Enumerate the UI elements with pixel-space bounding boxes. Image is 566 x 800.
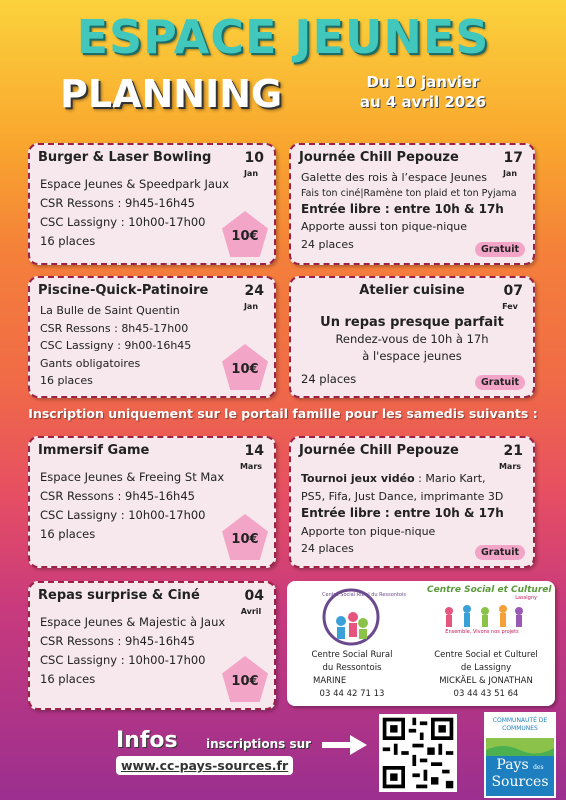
org-contact: MICKÄEL & JONATHAN xyxy=(439,676,533,686)
cc-top-label: COMMUNAUTÉ DE COMMUNES xyxy=(486,714,554,738)
contacts-panel xyxy=(287,581,555,706)
activity-day: 10 xyxy=(244,150,264,166)
csc-logo-text: Centre Social et Culturel xyxy=(427,585,552,595)
org-name: de Lassigny xyxy=(460,663,512,673)
activity-title: Burger & Laser Bowling xyxy=(38,150,212,165)
activity-line: Un repas presque parfait xyxy=(320,315,504,330)
org-name: du Ressontois xyxy=(322,663,382,673)
activity-line: 24 places xyxy=(301,237,354,251)
activity-month: Mars xyxy=(239,462,263,471)
activity-month: Jan xyxy=(243,169,259,178)
price-text: 10€ xyxy=(231,532,259,547)
price-badge: Gratuit xyxy=(475,545,525,560)
activity-line: 24 places xyxy=(301,372,357,386)
activity-title: Repas surprise & Ciné xyxy=(38,588,200,603)
price-badge: Gratuit xyxy=(475,242,525,257)
arrow-right-icon xyxy=(322,734,368,756)
org-ressontois xyxy=(287,649,417,701)
price-text: 10€ xyxy=(231,229,259,244)
activity-title: Piscine-Quick-Patinoire xyxy=(38,283,209,298)
org-name: Centre Social Rural xyxy=(311,650,393,660)
cc-des: des xyxy=(533,764,544,771)
activity-title: Immersif Game xyxy=(38,443,150,458)
csc-lassigny-logo xyxy=(437,601,527,629)
activity-month: Mars xyxy=(498,462,522,471)
price-text: 10€ xyxy=(231,362,259,377)
csr-logo-text: Centre Social Rural du Ressontois xyxy=(322,592,406,598)
activity-card xyxy=(289,276,535,398)
page-subtitle: PLANNING xyxy=(60,72,283,116)
activity-day: 14 xyxy=(244,443,264,459)
activity-line: CSC Lassigny : 10h00-17h00 xyxy=(40,508,206,522)
activity-line: Apporte ton pique-nique xyxy=(301,524,436,538)
activity-line: PS5, Fifa, Just Dance, imprimante 3D xyxy=(301,489,504,503)
activity-card xyxy=(28,436,276,568)
activity-line: Espace Jeunes & Majestic à Jaux xyxy=(40,615,226,629)
org-name: Centre Social et Culturel xyxy=(434,650,538,660)
activity-line: CSR Ressons : 9h45-16h45 xyxy=(40,489,195,503)
price-text: 10€ xyxy=(231,674,259,689)
activity-line: Apporte aussi ton pique-nique xyxy=(301,220,468,233)
date-range-line1: Du 10 janvier xyxy=(366,73,480,91)
activity-day: 24 xyxy=(244,283,264,299)
activity-line: La Bulle de Saint Quentin xyxy=(40,304,180,317)
org-lassigny xyxy=(417,649,555,701)
activity-day: 17 xyxy=(503,150,523,166)
activity-card xyxy=(28,581,276,710)
activity-line: Fais ton ciné|Ramène ton plaid et ton Pyjama xyxy=(301,187,517,199)
cc-name2: Sources xyxy=(491,774,549,790)
activity-line: Gants obligatoires xyxy=(40,356,141,370)
org-phone: 03 44 43 51 64 xyxy=(453,689,519,699)
cc-name1: Pays xyxy=(496,757,529,773)
activity-line: Rendez-vous de 10h à 17h xyxy=(335,332,489,346)
pays-des-sources-logo xyxy=(484,712,556,798)
activity-card xyxy=(289,143,535,265)
activity-line: Entrée libre : entre 10h & 17h xyxy=(301,506,504,520)
activity-line: 16 places xyxy=(40,527,96,541)
activity-line: CSC Lassigny : 9h00-16h45 xyxy=(40,339,192,352)
activity-line: 16 places xyxy=(40,234,96,248)
date-range-line2: au 4 avril 2026 xyxy=(359,93,487,111)
infos-subtitle: inscriptions sur xyxy=(206,737,312,751)
activity-line: CSC Lassigny : 10h00-17h00 xyxy=(40,215,206,229)
activity-line: : Mario Kart, xyxy=(414,472,486,485)
activity-line: Galette des rois à l’espace Jeunes xyxy=(301,171,488,184)
price-badge: Gratuit xyxy=(475,375,525,390)
activity-line: CSR Ressons : 9h45-16h45 xyxy=(40,196,195,210)
activity-month: Jan xyxy=(502,169,518,178)
activity-line: CSR Ressons : 8h45-17h00 xyxy=(40,321,189,335)
activity-line: Espace Jeunes & Freeing St Max xyxy=(40,470,225,484)
qr-code[interactable] xyxy=(379,714,457,792)
activity-line: CSR Ressons : 9h45-16h45 xyxy=(40,634,195,648)
price-badge xyxy=(222,514,268,560)
activity-day: 07 xyxy=(503,283,523,299)
activity-line: Espace Jeunes & Speedpark Jaux xyxy=(40,177,230,191)
infos-title: Infos xyxy=(116,728,178,753)
activity-line: 24 places xyxy=(301,542,354,555)
activity-line: Entrée libre : entre 10h & 17h xyxy=(301,201,504,216)
activity-line: 16 places xyxy=(40,672,96,686)
date-range xyxy=(338,72,508,112)
price-badge xyxy=(222,344,268,390)
activity-title: Journée Chill Pepouze xyxy=(299,443,459,458)
activity-month: Fev xyxy=(502,302,518,311)
csc-tagline: Ensemble, Vivons nos projets xyxy=(445,629,519,635)
registration-notice: Inscription uniquement sur le portail famille pour les samedis suivants : xyxy=(28,406,538,421)
activity-day: 21 xyxy=(503,443,523,459)
price-badge xyxy=(222,211,268,257)
activity-title: Atelier cuisine xyxy=(359,283,465,298)
activity-line: 16 places xyxy=(40,374,93,387)
csc-logo-sub: Lassigny xyxy=(515,595,537,601)
activity-day: 04 xyxy=(244,588,264,604)
page-title: ESPACE JEUNES xyxy=(76,10,490,64)
activity-card xyxy=(289,436,535,568)
activity-line: à l'espace jeunes xyxy=(362,349,462,363)
activity-month: Jan xyxy=(243,302,259,311)
activity-line: Tournoi jeux vidéo xyxy=(301,472,415,485)
org-contact: MARINE xyxy=(313,676,347,686)
activity-card xyxy=(28,143,276,265)
price-badge xyxy=(222,656,268,702)
activity-title: Journée Chill Pepouze xyxy=(299,150,459,165)
website-link[interactable]: www.cc-pays-sources.fr xyxy=(116,756,293,775)
org-phone: 03 44 42 71 13 xyxy=(319,689,385,699)
activity-line: CSC Lassigny : 10h00-17h00 xyxy=(40,653,206,667)
activity-card xyxy=(28,276,276,398)
activity-month: Avril xyxy=(240,607,262,616)
